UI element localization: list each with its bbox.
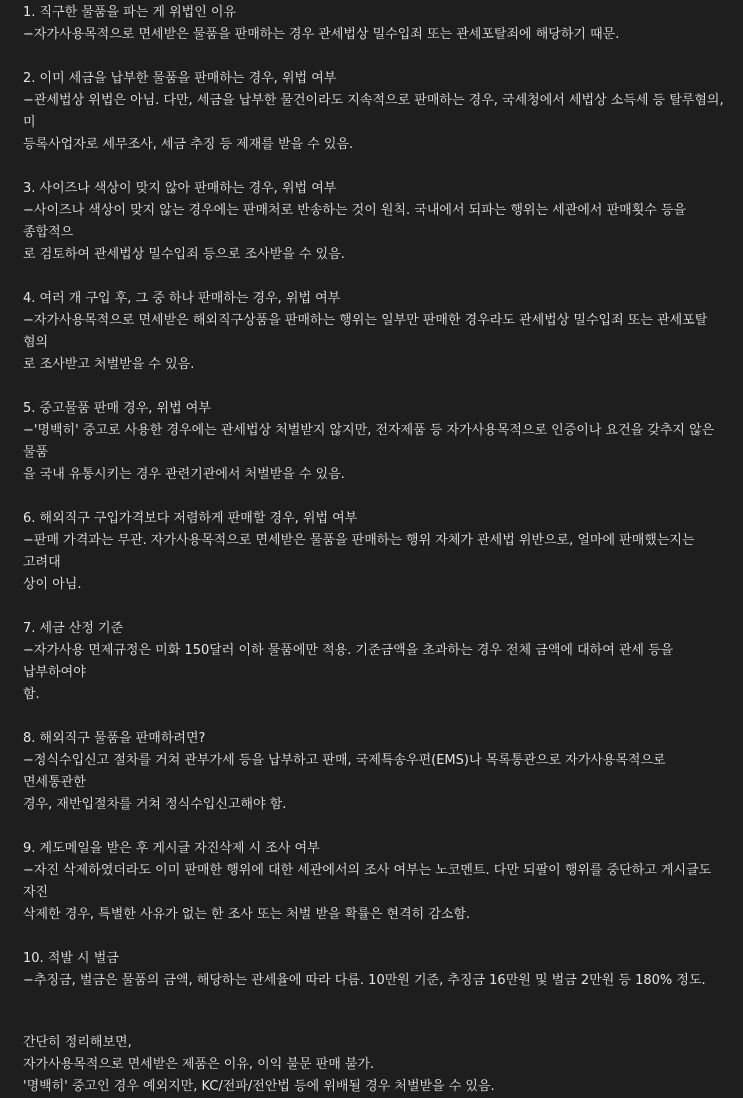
section-text: 삭제한 경우, 특별한 사유가 없는 한 조사 또는 처벌 받을 확률은 현격히 감소함. (23, 907, 471, 922)
summary-line: 자가사용목적으로 면세받은 제품은 이유, 이익 불문 판매 불가. (23, 1057, 375, 1072)
section-6 (23, 508, 727, 596)
section-text: 경우, 재반입절차를 거쳐 정식수입신고해야 함. (23, 797, 287, 812)
section-text: −자진 삭제하였더라도 이미 판매한 행위에 대한 세관에서의 조사 여부는 노코멘트. 다만 되팔이 행위를 중단하고 게시글도 자진 (23, 863, 716, 900)
section-text: 상이 아님. (23, 577, 82, 592)
section-8 (23, 728, 727, 816)
section-7 (23, 618, 727, 706)
section-title: 3. 사이즈나 색상이 맞지 않아 판매하는 경우, 위법 여부 (23, 181, 337, 196)
section-9 (23, 838, 727, 926)
section-text: −정식수입신고 절차를 거쳐 관부가세 등을 납부하고 판매, 국제특송우편(EMS)나 목록통관으로 자가사용목적으로 면세통관한 (23, 753, 670, 790)
section-text: 을 국내 유통시키는 경우 관련기관에서 처벌받을 수 있음. (23, 467, 345, 482)
section-1 (23, 2, 727, 46)
section-3 (23, 178, 727, 266)
section-text: 로 검토하여 관세법상 밀수입죄 등으로 조사받을 수 있음. (23, 247, 345, 262)
section-text: −추징금, 벌금은 물품의 금액, 해당하는 관세율에 따라 다름. 10만원 기준, 추징금 16만원 및 벌금 2만원 등 180% 정도. (23, 973, 706, 988)
section-text: 로 조사받고 처벌받을 수 있음. (23, 357, 195, 372)
section-text: −사이즈나 색상이 맞지 않는 경우에는 판매처로 반송하는 것이 원칙. 국내에서 되파는 행위는 세관에서 판매횟수 등을 종합적으 (23, 203, 691, 240)
section-text: −자가사용 면제규정은 미화 150달러 이하 물품에만 적용. 기준금액을 초과하는 경우 전체 금액에 대하여 관세 등을 납부하여야 (23, 643, 678, 680)
section-text: −'명백히' 중고로 사용한 경우에는 관세법상 처벌받지 않지만, 전자제품 등 자가사용목적으로 인증이나 요건을 갖추지 않은 물품 (23, 423, 719, 460)
section-4 (23, 288, 727, 376)
section-2 (23, 68, 727, 156)
section-title: 4. 여러 개 구입 후, 그 중 하나 판매하는 경우, 위법 여부 (23, 291, 341, 306)
section-title: 8. 해외직구 물품을 판매하려면? (23, 731, 206, 746)
section-title: 5. 중고물품 판매 경우, 위법 여부 (23, 401, 211, 416)
section-title: 1. 직구한 물품을 파는 게 위법인 이유 (23, 5, 237, 20)
section-text: −자가사용목적으로 면세받은 물품을 판매하는 경우 관세법상 밀수입죄 또는 관세포탈죄에 해당하기 때문. (23, 27, 620, 42)
section-5 (23, 398, 727, 486)
section-text: 등록사업자로 세무조사, 세금 추징 등 제재를 받을 수 있음. (23, 137, 354, 152)
section-title: 7. 세금 산정 기준 (23, 621, 124, 636)
section-text: −판매 가격과는 무관. 자가사용목적으로 면세받은 물품을 판매하는 행위 자체가 관세법 위반으로, 얼마에 판매했는지는 고려대 (23, 533, 699, 570)
section-title: 2. 이미 세금을 납부한 물품을 판매하는 경우, 위법 여부 (23, 71, 337, 86)
section-text: −자가사용목적으로 면세받은 해외직구상품을 판매하는 행위는 일부만 판매한 경우라도 관세법상 밀수입죄 또는 관세포탈 혐의 (23, 313, 712, 350)
section-title: 6. 해외직구 구입가격보다 저렴하게 판매할 경우, 위법 여부 (23, 511, 358, 526)
section-title: 9. 계도메일을 받은 후 게시글 자진삭제 시 조사 여부 (23, 841, 320, 856)
section-title: 10. 적발 시 벌금 (23, 951, 119, 966)
summary (23, 1032, 727, 1098)
section-text: 함. (23, 687, 40, 702)
summary-line: '명백히' 중고인 경우 예외지만, KC/전파/전안법 등에 위배될 경우 처벌받을 수 있음. (23, 1079, 495, 1094)
section-text: −관세법상 위법은 아님. 다만, 세금을 납부한 물건이라도 지속적으로 판매하는 경우, 국세청에서 세법상 소득세 등 탈루혐의, 미 (23, 93, 728, 130)
section-10 (23, 948, 727, 992)
summary-line: 간단히 정리해보면, (23, 1035, 132, 1050)
